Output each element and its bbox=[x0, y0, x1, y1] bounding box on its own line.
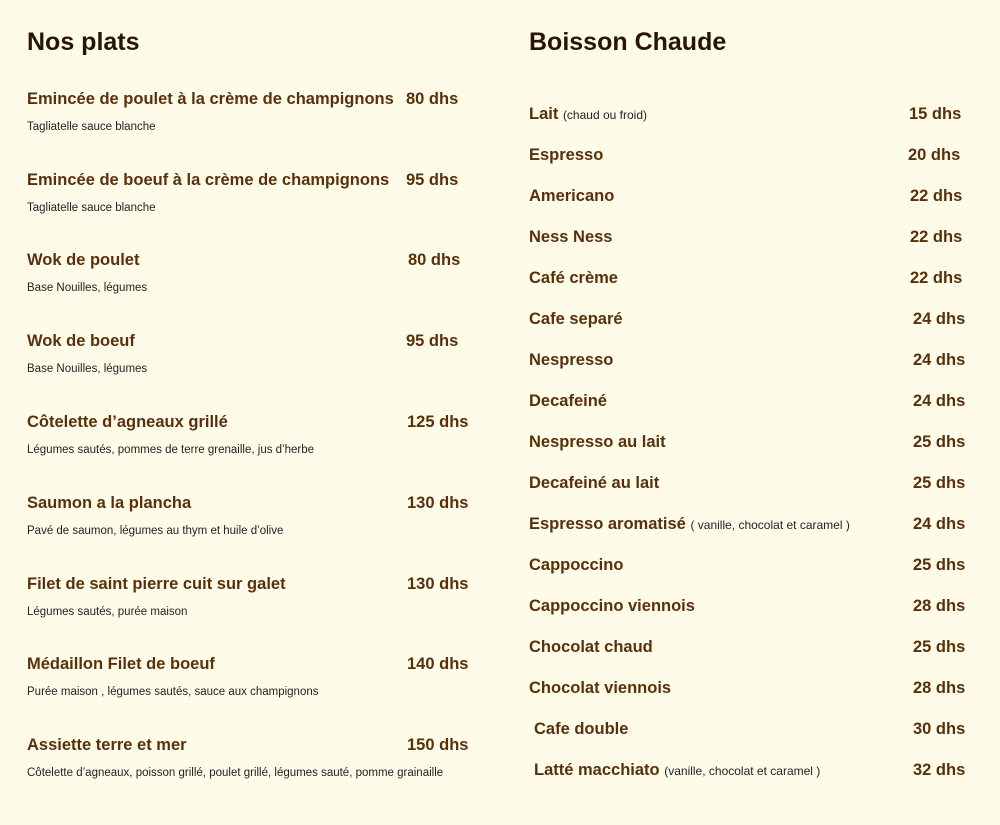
drink-price: 25 dhs bbox=[913, 556, 966, 574]
drink-item bbox=[529, 638, 979, 660]
drink-name: Espresso bbox=[529, 146, 604, 164]
dish-name: Médaillon Filet de boeuf bbox=[27, 655, 215, 673]
drink-name: Chocolat chaud bbox=[529, 638, 653, 656]
drink-name: Lait bbox=[529, 105, 559, 123]
drink-price: 25 dhs bbox=[913, 638, 966, 656]
drink-price: 25 dhs bbox=[913, 433, 966, 451]
drink-price: 24 dhs bbox=[913, 392, 966, 410]
drink-name: Chocolat viennois bbox=[529, 679, 672, 697]
drink-price: 25 dhs bbox=[913, 474, 966, 492]
drink-item bbox=[529, 351, 979, 373]
drink-item bbox=[529, 597, 979, 619]
drink-price: 28 dhs bbox=[913, 597, 966, 615]
drink-name: Cappoccino bbox=[529, 556, 624, 574]
drink-price: 20 dhs bbox=[908, 146, 961, 164]
boissons-title: Boisson Chaude bbox=[529, 28, 727, 56]
dish-price: 80 dhs bbox=[408, 251, 461, 269]
drink-price: 24 dhs bbox=[913, 310, 966, 328]
dish-name: Assiette terre et mer bbox=[27, 736, 187, 754]
drink-note: ( vanille, chocolat et caramel ) bbox=[690, 518, 850, 532]
drink-price: 22 dhs bbox=[910, 269, 963, 287]
drink-item bbox=[529, 310, 979, 332]
dish-name: Saumon a la plancha bbox=[27, 494, 192, 512]
drink-item bbox=[529, 679, 979, 701]
drink-name: Ness Ness bbox=[529, 228, 613, 246]
dish-price: 80 dhs bbox=[406, 90, 459, 108]
drink-price: 30 dhs bbox=[913, 720, 966, 738]
dish-description: Légumes sautés, purée maison bbox=[27, 606, 188, 618]
dish-description: Légumes sautés, pommes de terre grenaille, jus d’herbe bbox=[27, 444, 315, 456]
drink-note: (chaud ou froid) bbox=[562, 108, 647, 122]
plats-title: Nos plats bbox=[27, 28, 140, 56]
dish-price: 130 dhs bbox=[407, 575, 469, 593]
drink-item bbox=[529, 269, 979, 291]
drink-item bbox=[529, 515, 979, 537]
dish-price: 150 dhs bbox=[407, 736, 469, 754]
drink-name: Decafeiné au lait bbox=[529, 474, 660, 492]
drink-name: Nespresso au lait bbox=[529, 433, 666, 451]
drink-item bbox=[529, 228, 979, 250]
dish-description: Purée maison , légumes sautés, sauce aux champignons bbox=[27, 686, 319, 698]
drink-price: 24 dhs bbox=[913, 351, 966, 369]
drink-price: 24 dhs bbox=[913, 515, 966, 533]
dish-price: 125 dhs bbox=[407, 413, 469, 431]
dish-name: Filet de saint pierre cuit sur galet bbox=[27, 575, 286, 593]
drink-item bbox=[529, 187, 979, 209]
drink-item bbox=[529, 474, 979, 496]
drink-name: Espresso aromatisé bbox=[529, 515, 686, 533]
dish-description: Tagliatelle sauce blanche bbox=[27, 121, 156, 133]
drink-name: Cafe separé bbox=[529, 310, 623, 328]
dish-price: 95 dhs bbox=[406, 171, 459, 189]
dish-name: Emincée de boeuf à la crème de champignons bbox=[27, 171, 390, 189]
drink-price: 15 dhs bbox=[909, 105, 962, 123]
dish-description: Tagliatelle sauce blanche bbox=[27, 202, 156, 214]
drink-price: 28 dhs bbox=[913, 679, 966, 697]
drink-item bbox=[529, 105, 979, 127]
drink-item bbox=[529, 761, 979, 783]
dish-name: Côtelette d’agneaux grillé bbox=[27, 413, 228, 431]
drink-item bbox=[529, 720, 979, 742]
dish-price: 140 dhs bbox=[407, 655, 469, 673]
drink-name: Nespresso bbox=[529, 351, 614, 369]
dish-name: Wok de poulet bbox=[27, 251, 140, 269]
drink-name: Decafeiné bbox=[529, 392, 607, 410]
drink-name: Cafe double bbox=[534, 720, 629, 738]
drink-name: Cappoccino viennois bbox=[529, 597, 695, 615]
drink-name: Café crème bbox=[529, 269, 618, 287]
drink-price: 22 dhs bbox=[910, 228, 963, 246]
drink-name: Americano bbox=[529, 187, 615, 205]
drink-note: (vanille, chocolat et caramel ) bbox=[664, 764, 821, 778]
drink-price: 22 dhs bbox=[910, 187, 963, 205]
drink-price: 32 dhs bbox=[913, 761, 966, 779]
dish-description: Base Nouilles, légumes bbox=[27, 363, 148, 375]
drink-item bbox=[529, 433, 979, 455]
dish-price: 95 dhs bbox=[406, 332, 459, 350]
dish-price: 130 dhs bbox=[407, 494, 469, 512]
dish-description: Base Nouilles, légumes bbox=[27, 282, 148, 294]
dish-name: Emincée de poulet à la crème de champignons bbox=[27, 90, 394, 108]
drink-item bbox=[529, 392, 979, 414]
dish-description: Côtelette d’agneaux, poisson grillé, poulet grillé, légumes sauté, pomme grainaille bbox=[27, 767, 444, 779]
dish-description: Pavé de saumon, légumes au thym et huile d’olive bbox=[27, 525, 284, 537]
drink-name: Latté macchiato bbox=[534, 761, 660, 779]
drink-item bbox=[529, 146, 979, 168]
dish-name: Wok de boeuf bbox=[27, 332, 135, 350]
drink-item bbox=[529, 556, 979, 578]
